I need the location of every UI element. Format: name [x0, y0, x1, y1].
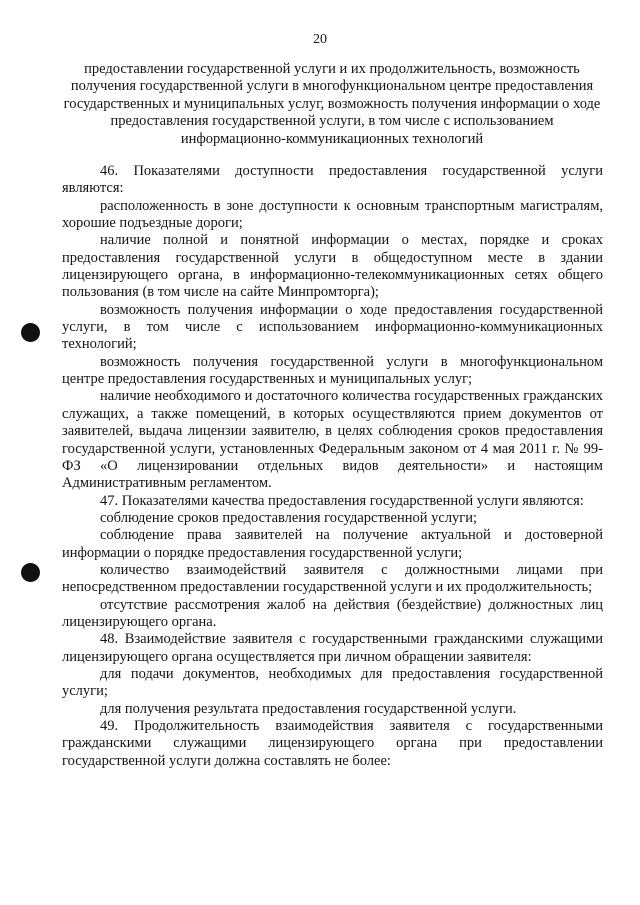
list-item: отсутствие рассмотрения жалоб на действия (бездействие) должностных лиц лицензирующего органа.: [62, 596, 603, 630]
page-number: 20: [313, 32, 327, 47]
paragraph-47: 47. Показателями качества предоставления государственной услуги являются:: [100, 492, 584, 509]
binder-hole-mark: [21, 323, 40, 342]
list-item: количество взаимодействий заявителя с должностными лицами при непосредственном предоставлении государственной услуги и их продолжительность;: [62, 561, 603, 596]
list-item: наличие необходимого и достаточного количества государственных гражданских служащих, а также помещений, в которых осуществляются прием документов от заявителей, выдача лицензии заявителю, в целях соблюдения сроков предоставления государственной услуги, установленных Федеральным законом от 4 мая 2011 г. № 99-ФЗ «О лицензировании отдельных видов деятельности» и настоящим Административным регламентом.: [62, 388, 603, 492]
list-item: наличие полной и понятной информации о местах, порядке и сроках предоставления государственной услуги в общедоступном месте в здании лицензирующего органа, в информационно-телекоммуникационных сетях общего пользования (в том числе на сайте Минпромторга);: [62, 232, 603, 301]
paragraph-48: 48. Взаимодействие заявителя с государственными гражданскими служащими лицензирующего органа осуществляется при личном обращении заявителя:: [62, 631, 603, 665]
list-item: соблюдение сроков предоставления государственной услуги;: [100, 509, 478, 526]
list-item: для получения результата предоставления государственной услуги.: [100, 700, 517, 717]
document-body: [62, 163, 603, 770]
binder-hole-mark: [21, 563, 40, 582]
list-item: соблюдение права заявителей на получение актуальной и достоверной информации о порядке предоставления государственной услуги;: [62, 527, 603, 561]
list-item: возможность получения государственной услуги в многофункциональном центре предоставления государственных и муниципальных услуг;: [62, 353, 603, 388]
list-item: возможность получения информации о ходе предоставления государственной услуги, в том числе с использованием информационно-коммуникационных технологий;: [62, 301, 603, 353]
list-item: для подачи документов, необходимых для предоставления государственной услуги;: [62, 665, 603, 700]
paragraph-49: 49. Продолжительность взаимодействия заявителя с государственными гражданскими служащими лицензирующего органа при предоставлении государственной услуги должна составлять не более:: [62, 718, 603, 769]
section-heading: предоставлении государственной услуги и их продолжительность, возможность получения государственной услуги в многофункциональном центре предоставления государственных и муниципальных услуг, возможность получения информации о ходе предоставления государственной услуги, в том числе с использованием информационно-коммуникационных технологий: [63, 61, 601, 147]
list-item: расположенность в зоне доступности к основным транспортным магистралям, хорошие подъездные дороги;: [62, 197, 603, 232]
paragraph-46: 46. Показателями доступности предоставления государственной услуги являются:: [62, 163, 603, 197]
